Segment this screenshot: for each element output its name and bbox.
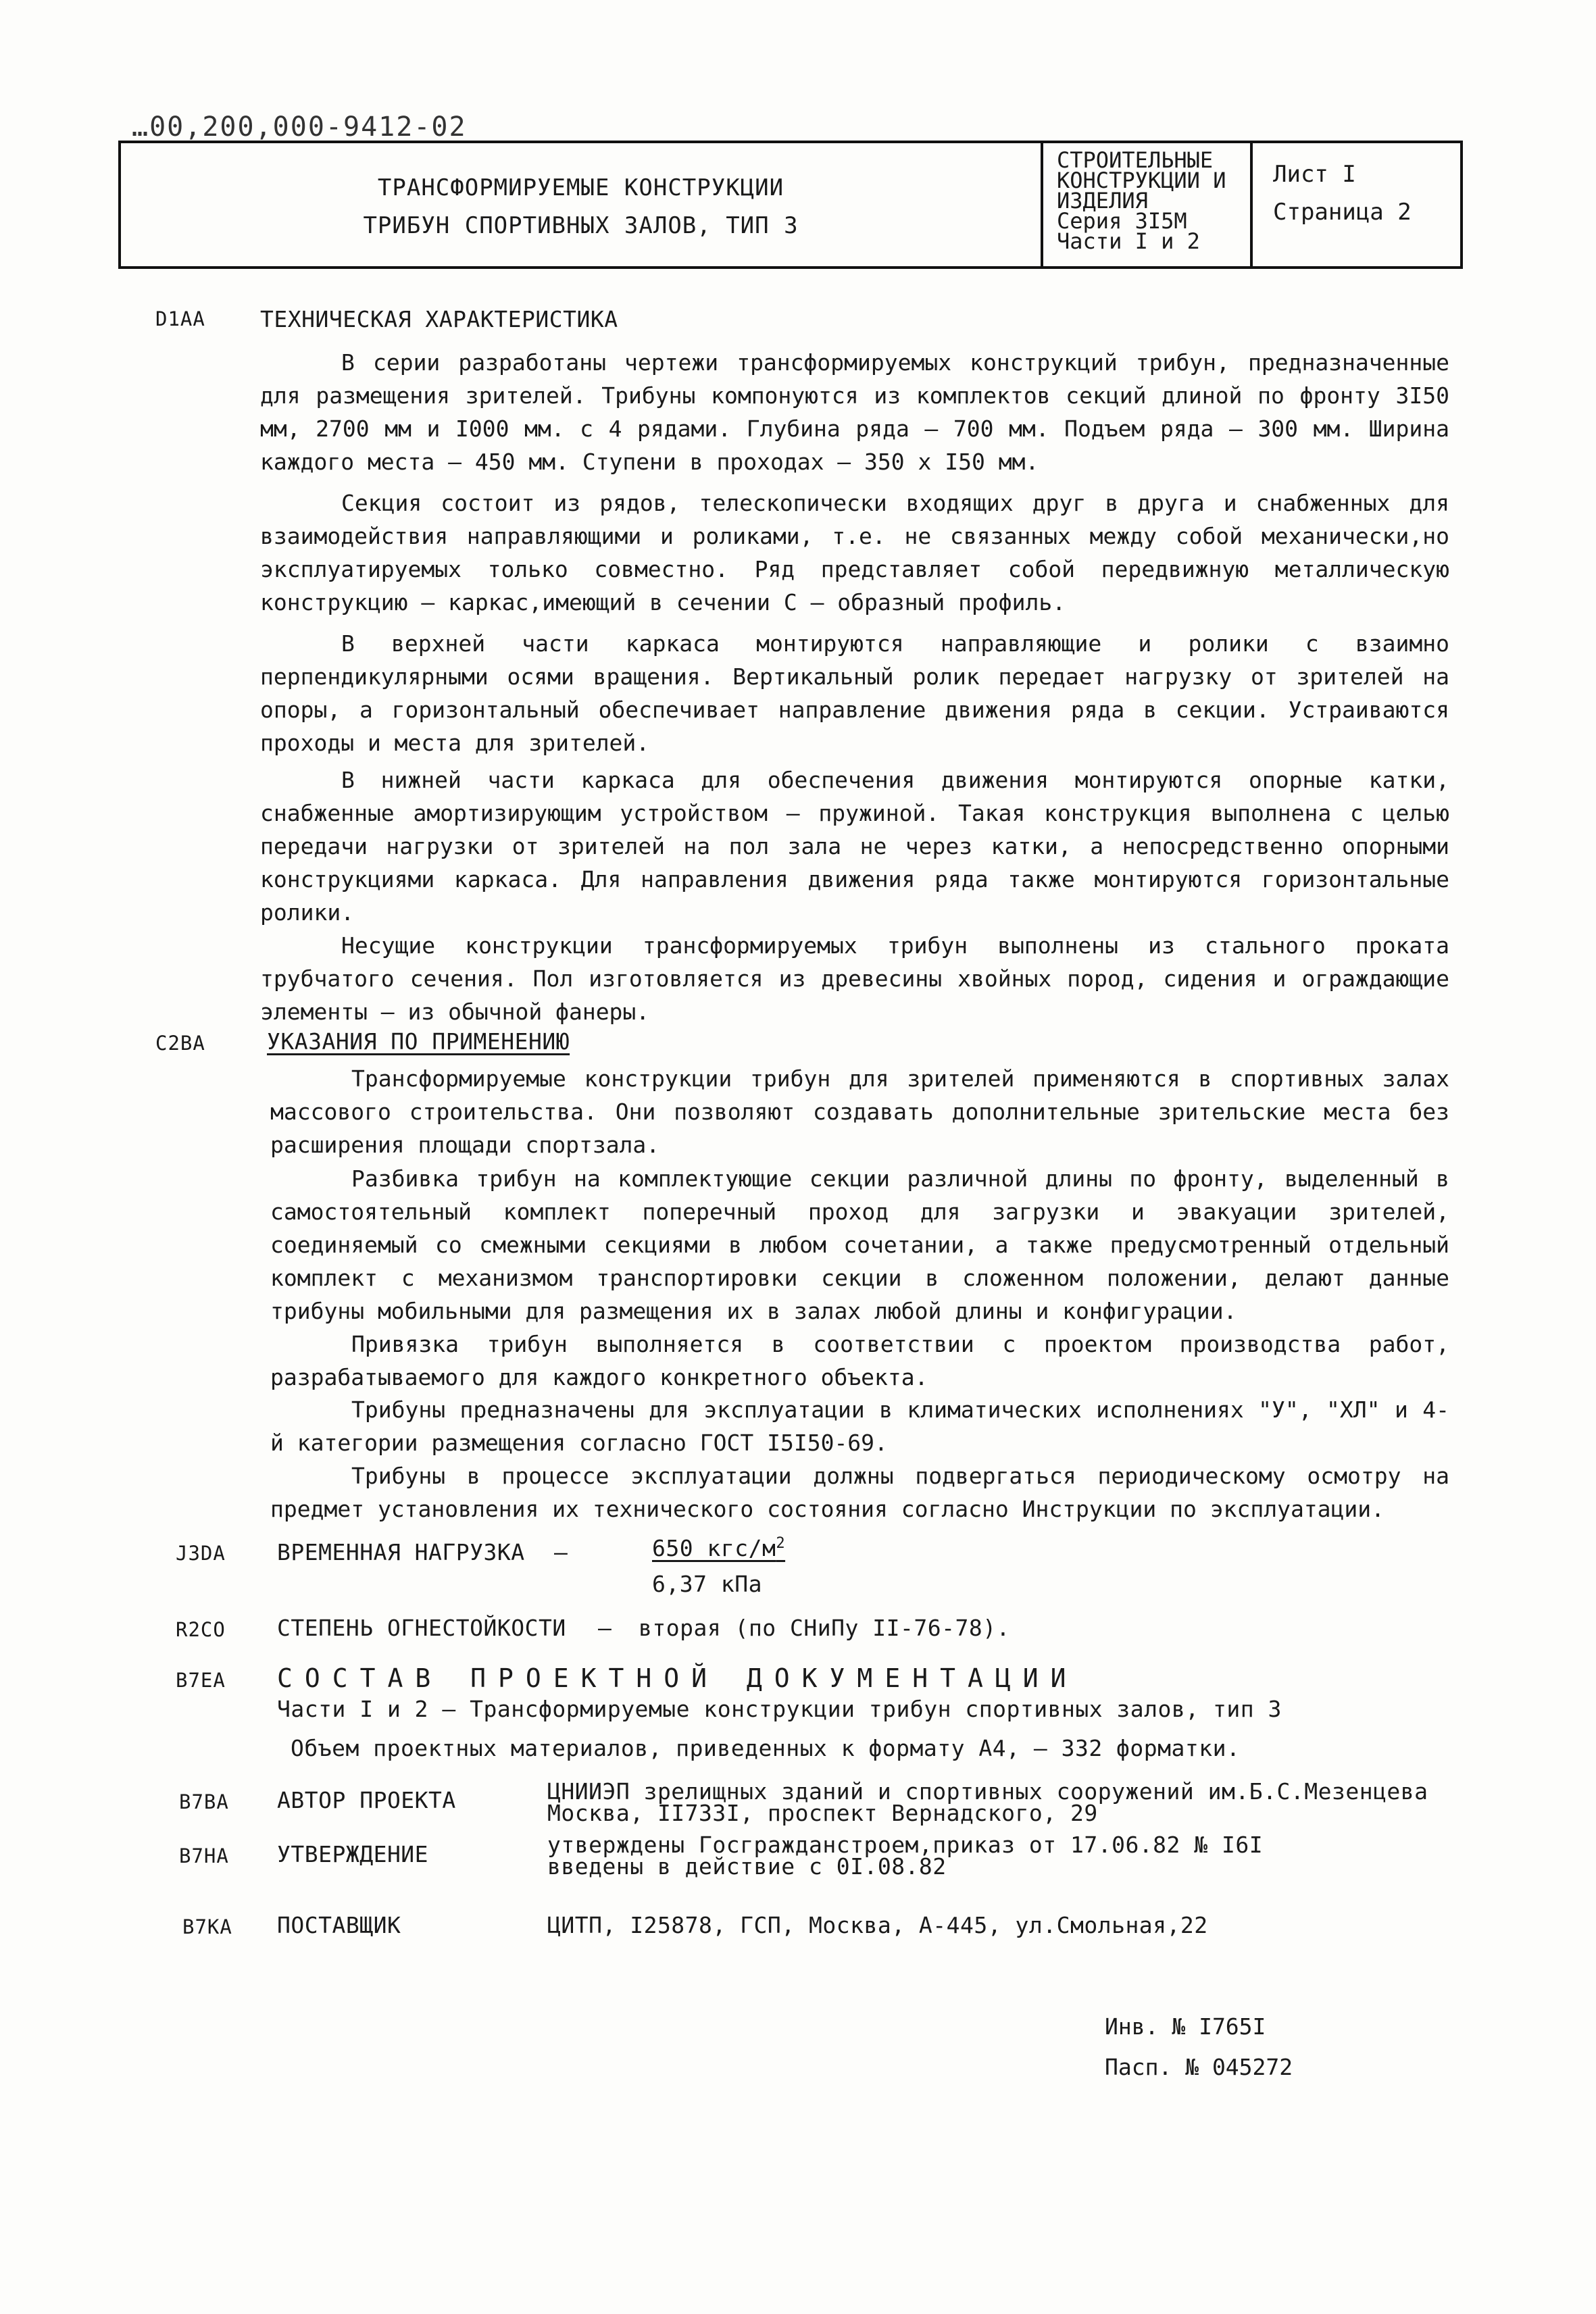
inventory-number: Инв. № I765I xyxy=(1105,2013,1266,2040)
sheet-block xyxy=(1253,143,1460,266)
usage-paragraph-1: Трансформируемые конструкции трибун для зрителей применяются в спортивных залах массового строительства. Они позволяют создавать дополнительные зрительские места без расширения площади спортзала. xyxy=(270,1065,1449,1158)
load-value-kpa: 6,37 кПа xyxy=(652,1571,762,1597)
fire-dash: – xyxy=(598,1615,612,1641)
title-block xyxy=(118,141,1463,269)
author-line-1: ЦНИИЭП зрелищных зданий и спортивных сооружений им.Б.С.Мезенцева xyxy=(547,1778,1428,1805)
section-code-supplier: B7KA xyxy=(182,1915,232,1938)
docs-line-1: Части I и 2 – Трансформируемые конструкции трибун спортивных залов, тип 3 xyxy=(277,1696,1282,1722)
approval-line-2: введены в действие с 0I.08.82 xyxy=(547,1853,947,1880)
fire-value: вторая (по СНиПу II-76-78). xyxy=(639,1615,1010,1641)
usage-paragraph-4: Трибуны предназначены для эксплуатации в климатических исполнениях "У", "ХЛ" и 4-й категории размещения согласно ГОСТ I5I50-69. xyxy=(270,1397,1449,1456)
author-value xyxy=(547,1778,1428,1826)
title-line-2: ТРИБУН СПОРТИВНЫХ ЗАЛОВ, ТИП 3 xyxy=(363,212,799,239)
section-code-docs: B7EA xyxy=(176,1669,226,1692)
load-label: ВРЕМЕННАЯ НАГРУЗКА xyxy=(277,1539,525,1565)
title-line-1: ТРАНСФОРМИРУЕМЫЕ КОНСТРУКЦИИ xyxy=(377,174,784,201)
section-heading-usage: УКАЗАНИЯ ПО ПРИМЕНЕНИЮ xyxy=(267,1028,570,1055)
tech-paragraph-1: В серии разработаны чертежи трансформируемых конструкций трибун, предназначенные для размещения зрителей. Трибуны компонуются из комплектов секций длиной по фронту 3I50 мм, 2700 мм и I000 мм. с 4 рядами. Глубина ряда – 700 мм. Подъем ряда – 300 мм. Ширина каждого места – 450 мм. Ступени в проходах – 350 х I50 мм. xyxy=(260,349,1449,475)
tech-paragraph-3: В верхней части каркаса монтируются направляющие и ролики с взаимно перпендикулярными осями вращения. Вертикальный ролик передает нагрузку от зрителей на опоры, а горизонтальный обеспечивает направление движения ряда в секции. Устраиваются проходы и места для зрителей. xyxy=(260,630,1449,756)
section-code-approval: B7HA xyxy=(179,1844,229,1867)
approval-label: УТВЕРЖДЕНИЕ xyxy=(277,1841,429,1867)
page-number: Страница 2 xyxy=(1273,199,1412,226)
supplier-value: ЦИТП, I25878, ГСП, Москва, А-445, ул.Смольная,22 xyxy=(547,1912,1208,1938)
docs-heading: СОСТАВ ПРОЕКТНОЙ ДОКУМЕНТАЦИИ xyxy=(277,1663,1078,1693)
load-value-kgf xyxy=(652,1535,785,1561)
series-line-2: КОНСТРУКЦИИ И xyxy=(1057,168,1226,193)
section-code-load: J3DA xyxy=(176,1542,226,1565)
series-line-3: ИЗДЕЛИЯ xyxy=(1057,188,1148,213)
load-dash: – xyxy=(554,1539,568,1565)
section-code-tech: D1AA xyxy=(155,307,205,330)
series-block xyxy=(1043,143,1253,266)
usage-paragraph-5: Трибуны в процессе эксплуатации должны подвергаться периодическому осмотру на предмет установления их технического состояния согласно Инструкции по эксплуатации. xyxy=(270,1463,1449,1522)
tech-paragraph-4: В нижней части каркаса для обеспечения движения монтируются опорные катки, снабженные амортизирующим устройством – пружиной. Такая конструкция выполнена с целью передачи нагрузки от зрителей на пол зала не через катки, а непосредственно опорными конструкциями каркаса. Для направления движения ряда также монтируются горизонтальные ролики. xyxy=(260,767,1449,926)
cutoff-header-text: …00,200,000-9412-02 xyxy=(132,111,467,143)
approval-line-1: утверждены Госгражданстроем,приказ от 17.06.82 № I6I xyxy=(547,1832,1264,1858)
tech-paragraph-5: Несущие конструкции трансформируемых трибун выполнены из стального проката трубчатого сечения. Пол изготовляется из древесины хвойных пород, сидения и ограждающие элементы – из обычной фанеры. xyxy=(260,932,1449,1025)
usage-paragraph-3: Привязка трибун выполняется в соответствии с проектом производства работ, разрабатываемого для каждого конкретного объекта. xyxy=(270,1331,1449,1390)
load-value-sup: 2 xyxy=(776,1535,786,1552)
tech-paragraph-2: Секция состоит из рядов, телескопически входящих друг в друга и снабженных для взаимодействия направляющими и роликами, т.е. не связанных между собой механически,но эксплуатируемых только совместно. Ряд представляет собой передвижную металлическую конструкцию – каркас,имеющий в сечении С – образный профиль. xyxy=(260,490,1449,615)
series-line-1: СТРОИТЕЛЬНЫЕ xyxy=(1057,147,1214,173)
docs-line-2: Объем проектных материалов, приведенных к формату А4, – 332 форматки. xyxy=(291,1735,1241,1761)
section-code-usage: C2BA xyxy=(155,1032,205,1055)
approval-value xyxy=(547,1834,1263,1878)
section-heading-tech: ТЕХНИЧЕСКАЯ ХАРАКТЕРИСТИКА xyxy=(260,306,618,332)
author-label: АВТОР ПРОЕКТА xyxy=(277,1787,456,1813)
section-code-fire: R2CO xyxy=(176,1618,226,1641)
author-line-2: Москва, II733I, проспект Вернадского, 29 xyxy=(547,1800,1098,1826)
passport-number: Пасп. № 045272 xyxy=(1105,2054,1293,2080)
document-title xyxy=(121,143,1043,266)
series-line-5: Части I и 2 xyxy=(1057,228,1200,254)
usage-paragraph-2: Разбивка трибун на комплектующие секции различной длины по фронту, выделенный в самостоятельный комплект поперечный проход для загрузки и эвакуации зрителей, соединяемый со смежными секциями в любом сочетании, а также предусмотренный отдельный комплект с механизмом транспортировки секции в сложенном положении, делают данные трибуны мобильными для размещения их в залах любой длины и конфигурации. xyxy=(270,1165,1449,1324)
sheet-number: Лист I xyxy=(1273,161,1356,188)
series-line-4: Серия 3I5M xyxy=(1057,208,1187,234)
fire-label: СТЕПЕНЬ ОГНЕСТОЙКОСТИ xyxy=(277,1615,566,1641)
section-code-author: B7BA xyxy=(179,1790,229,1813)
supplier-label: ПОСТАВЩИК xyxy=(277,1912,401,1938)
load-value-kgf-text: 650 кгс/м xyxy=(652,1535,776,1561)
